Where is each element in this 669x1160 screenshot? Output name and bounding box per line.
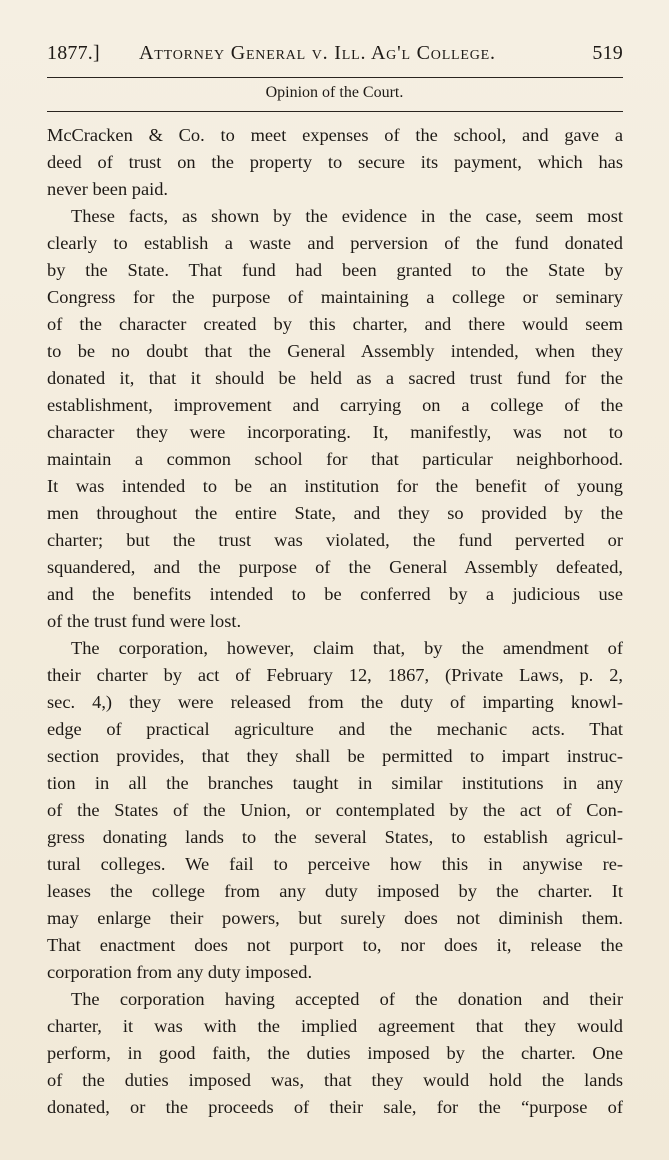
text-line: perform, in good faith, the duties imposed by the charter. One [47, 1043, 623, 1063]
text-line: sec. 4,) they were released from the duty of imparting knowl- [47, 692, 623, 712]
text-line: edge of practical agriculture and the mechanic acts. That [47, 719, 623, 739]
text-line: by the State. That fund had been granted to the State by [47, 260, 623, 280]
paragraph [47, 635, 623, 986]
text-line: charter, it was with the implied agreement that they would [47, 1016, 623, 1036]
header-case-title: Attorney General v. Ill. Ag'l College. [139, 42, 496, 64]
text-line: deed of trust on the property to secure its payment, which has [47, 152, 623, 172]
text-line: That enactment does not purport to, nor does it, release the [47, 935, 623, 955]
text-line: of the duties imposed was, that they would hold the lands [47, 1070, 623, 1090]
text-line: corporation from any duty imposed. [47, 962, 313, 982]
text-line: never been paid. [47, 179, 169, 199]
text-line: to be no doubt that the General Assembly intended, when they [47, 341, 623, 361]
page-number: 519 [592, 42, 623, 64]
opinion-body-text [47, 122, 623, 1121]
text-line: of the States of the Union, or contemplated by the act of Con- [47, 800, 623, 820]
text-line: donated it, that it should be held as a sacred trust fund for the [47, 368, 623, 388]
running-header [47, 40, 623, 70]
text-line: McCracken & Co. to meet expenses of the school, and gave a [47, 125, 623, 145]
text-line: clearly to establish a waste and perversion of the fund donated [47, 233, 623, 253]
text-line: of the character created by this charter, and there would seem [47, 314, 623, 334]
text-line: tural colleges. We fail to perceive how this in anywise re- [47, 854, 623, 874]
text-line: donated, or the proceeds of their sale, for the “purpose of [47, 1097, 623, 1117]
header-year: 1877.] [47, 42, 100, 64]
text-line: and the benefits intended to be conferred by a judicious use [47, 584, 623, 604]
text-line: The corporation, however, claim that, by the amendment of [71, 638, 623, 658]
header-rule-bottom [47, 111, 623, 112]
text-line: It was intended to be an institution for the benefit of young [47, 476, 623, 496]
text-line: These facts, as shown by the evidence in the case, seem most [71, 206, 623, 226]
text-line: charter; but the trust was violated, the fund perverted or [47, 530, 623, 550]
header-rule-top [47, 77, 623, 78]
paragraph [47, 986, 623, 1121]
paragraph [47, 122, 623, 203]
text-line: men throughout the entire State, and they so provided by the [47, 503, 623, 523]
text-line: Congress for the purpose of maintaining a college or seminary [47, 287, 623, 307]
text-line: tion in all the branches taught in similar institutions in any [47, 773, 623, 793]
text-line: section provides, that they shall be permitted to impart instruc- [47, 746, 623, 766]
text-line: of the trust fund were lost. [47, 611, 242, 631]
text-line: gress donating lands to the several States, to establish agricul- [47, 827, 623, 847]
text-line: squandered, and the purpose of the General Assembly defeated, [47, 557, 623, 577]
text-line: may enlarge their powers, but surely does not diminish them. [47, 908, 623, 928]
paragraph [47, 203, 623, 635]
text-line: The corporation having accepted of the donation and their [71, 989, 623, 1009]
section-subheader: Opinion of the Court. [265, 84, 404, 101]
text-line: leases the college from any duty imposed by the charter. It [47, 881, 623, 901]
text-line: character they were incorporating. It, manifestly, was not to [47, 422, 623, 442]
text-line: their charter by act of February 12, 1867, (Private Laws, p. 2, [47, 665, 623, 685]
text-line: establishment, improvement and carrying on a college of the [47, 395, 623, 415]
text-line: maintain a common school for that particular neighborhood. [47, 449, 623, 469]
